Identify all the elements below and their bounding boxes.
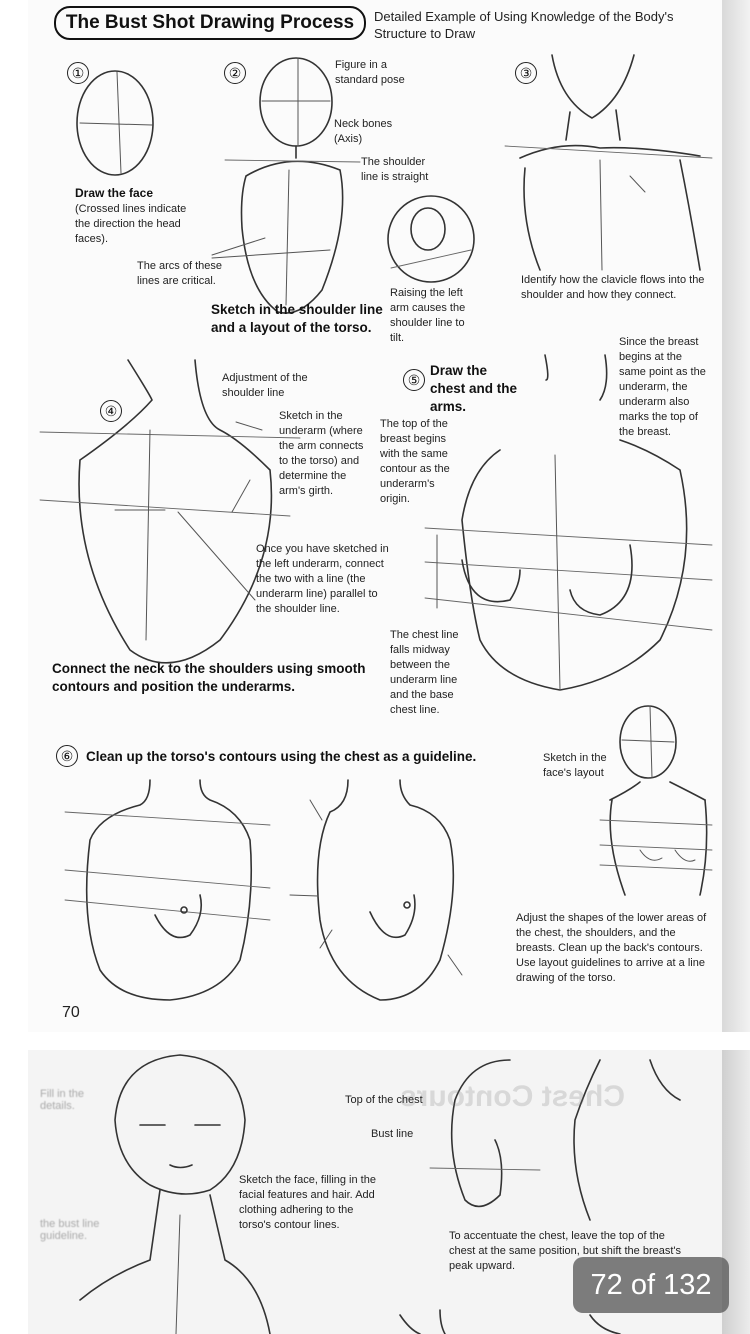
step2-arcs-label: The arcs of these lines are critical. — [137, 260, 222, 287]
step6-adjust-label: Adjust the shapes of the lower areas of the chest, the shoulders, and the breasts. Clean up the back's contours. Use layout guidelines to arrive at a line drawing of the torso. — [516, 912, 707, 984]
step4-adjust-label: Adjustment of the shoulder line — [222, 372, 308, 399]
step5-neck-sketch — [545, 355, 607, 400]
step2-figure-label: Figure in a standard pose — [335, 59, 405, 86]
page-number: 70 — [62, 1004, 80, 1021]
page2-bust-line-label: Bust line — [371, 1128, 414, 1140]
step5-chestline-label: The chest line falls midway between the underarm line and the base chest line. — [390, 629, 459, 716]
step4-underarm-label: Sketch in the underarm (where the arm connects to the torso) and determine the arm's girth. — [279, 410, 364, 497]
step3-note: Identify how the clavicle flows into the shoulder and how they connect. — [521, 274, 705, 301]
step5-since-label: Since the breast begins at the same point as the underarm, the underarm also marks the top of the breast. — [619, 336, 706, 438]
step2-neck-label: Neck bones (Axis) — [334, 118, 393, 145]
step2-raise-label: Raising the left arm causes the shoulder line to tilt. — [390, 287, 466, 344]
step5-top-label: The top of the breast begins with the same contour as the underarm's origin. — [380, 418, 450, 505]
page2-sketch-face-label: Sketch the face, filling in the facial features and hair. Add clothing adhering to the torso's contour lines. — [239, 1174, 376, 1231]
step2-number: ② — [224, 62, 246, 84]
step4-connect-label: Once you have sketched in the left underarm, connect the two with a line (the underarm line) parallel to the shoulder line. — [256, 543, 389, 615]
step2-heading: Sketch in the shoulder line and a layout of the torso. — [211, 302, 383, 335]
step6-torso-left-sketch — [87, 780, 252, 1000]
page-title: The Bust Shot Drawing Process — [54, 6, 366, 40]
step5-torso-sketch — [462, 440, 687, 690]
page2-fill-label: Fill in the details. — [40, 1088, 85, 1112]
page2-top-chest-label: Top of the chest — [345, 1094, 423, 1106]
page-subtitle: Detailed Example of Using Knowledge of the Body's Structure to Draw — [374, 9, 674, 41]
step1-number: ① — [67, 62, 89, 84]
step5-number: ⑤ — [403, 369, 425, 391]
page2-head-sketch — [115, 1055, 245, 1194]
step6-face-label: Sketch in the face's layout — [543, 752, 607, 779]
step6-heading: Clean up the torso's contours using the chest as a guideline. — [86, 749, 477, 764]
step4-heading: Connect the neck to the shoulders using smooth contours and position the underarms. — [52, 661, 366, 694]
step4-number: ④ — [100, 400, 122, 422]
step2-shoulder-label: The shoulder line is straight — [361, 156, 429, 183]
page2-accentuate-label: To accentuate the chest, leave the top of the chest at the same position, but shift the breast's peak upward. — [449, 1230, 682, 1272]
step1-note: (Crossed lines indicate the direction the head faces). — [75, 203, 187, 245]
bleed-through-text: Chest Contours — [400, 1080, 625, 1113]
step1-heading: Draw the face — [75, 186, 154, 200]
image-counter-badge: 72 of 132 — [573, 1257, 729, 1313]
step3-number: ③ — [515, 62, 537, 84]
page2-bustguide-label: the bust line guideline. — [40, 1218, 100, 1242]
step3-jaw-sketch — [552, 55, 634, 118]
step6-torso-mid-sketch — [318, 780, 454, 1000]
step6-number: ⑥ — [56, 745, 78, 767]
step2-torso-sketch — [242, 161, 343, 313]
step5-heading: Draw the chest and the arms. — [430, 363, 518, 414]
step2-head-sketch — [260, 58, 332, 146]
